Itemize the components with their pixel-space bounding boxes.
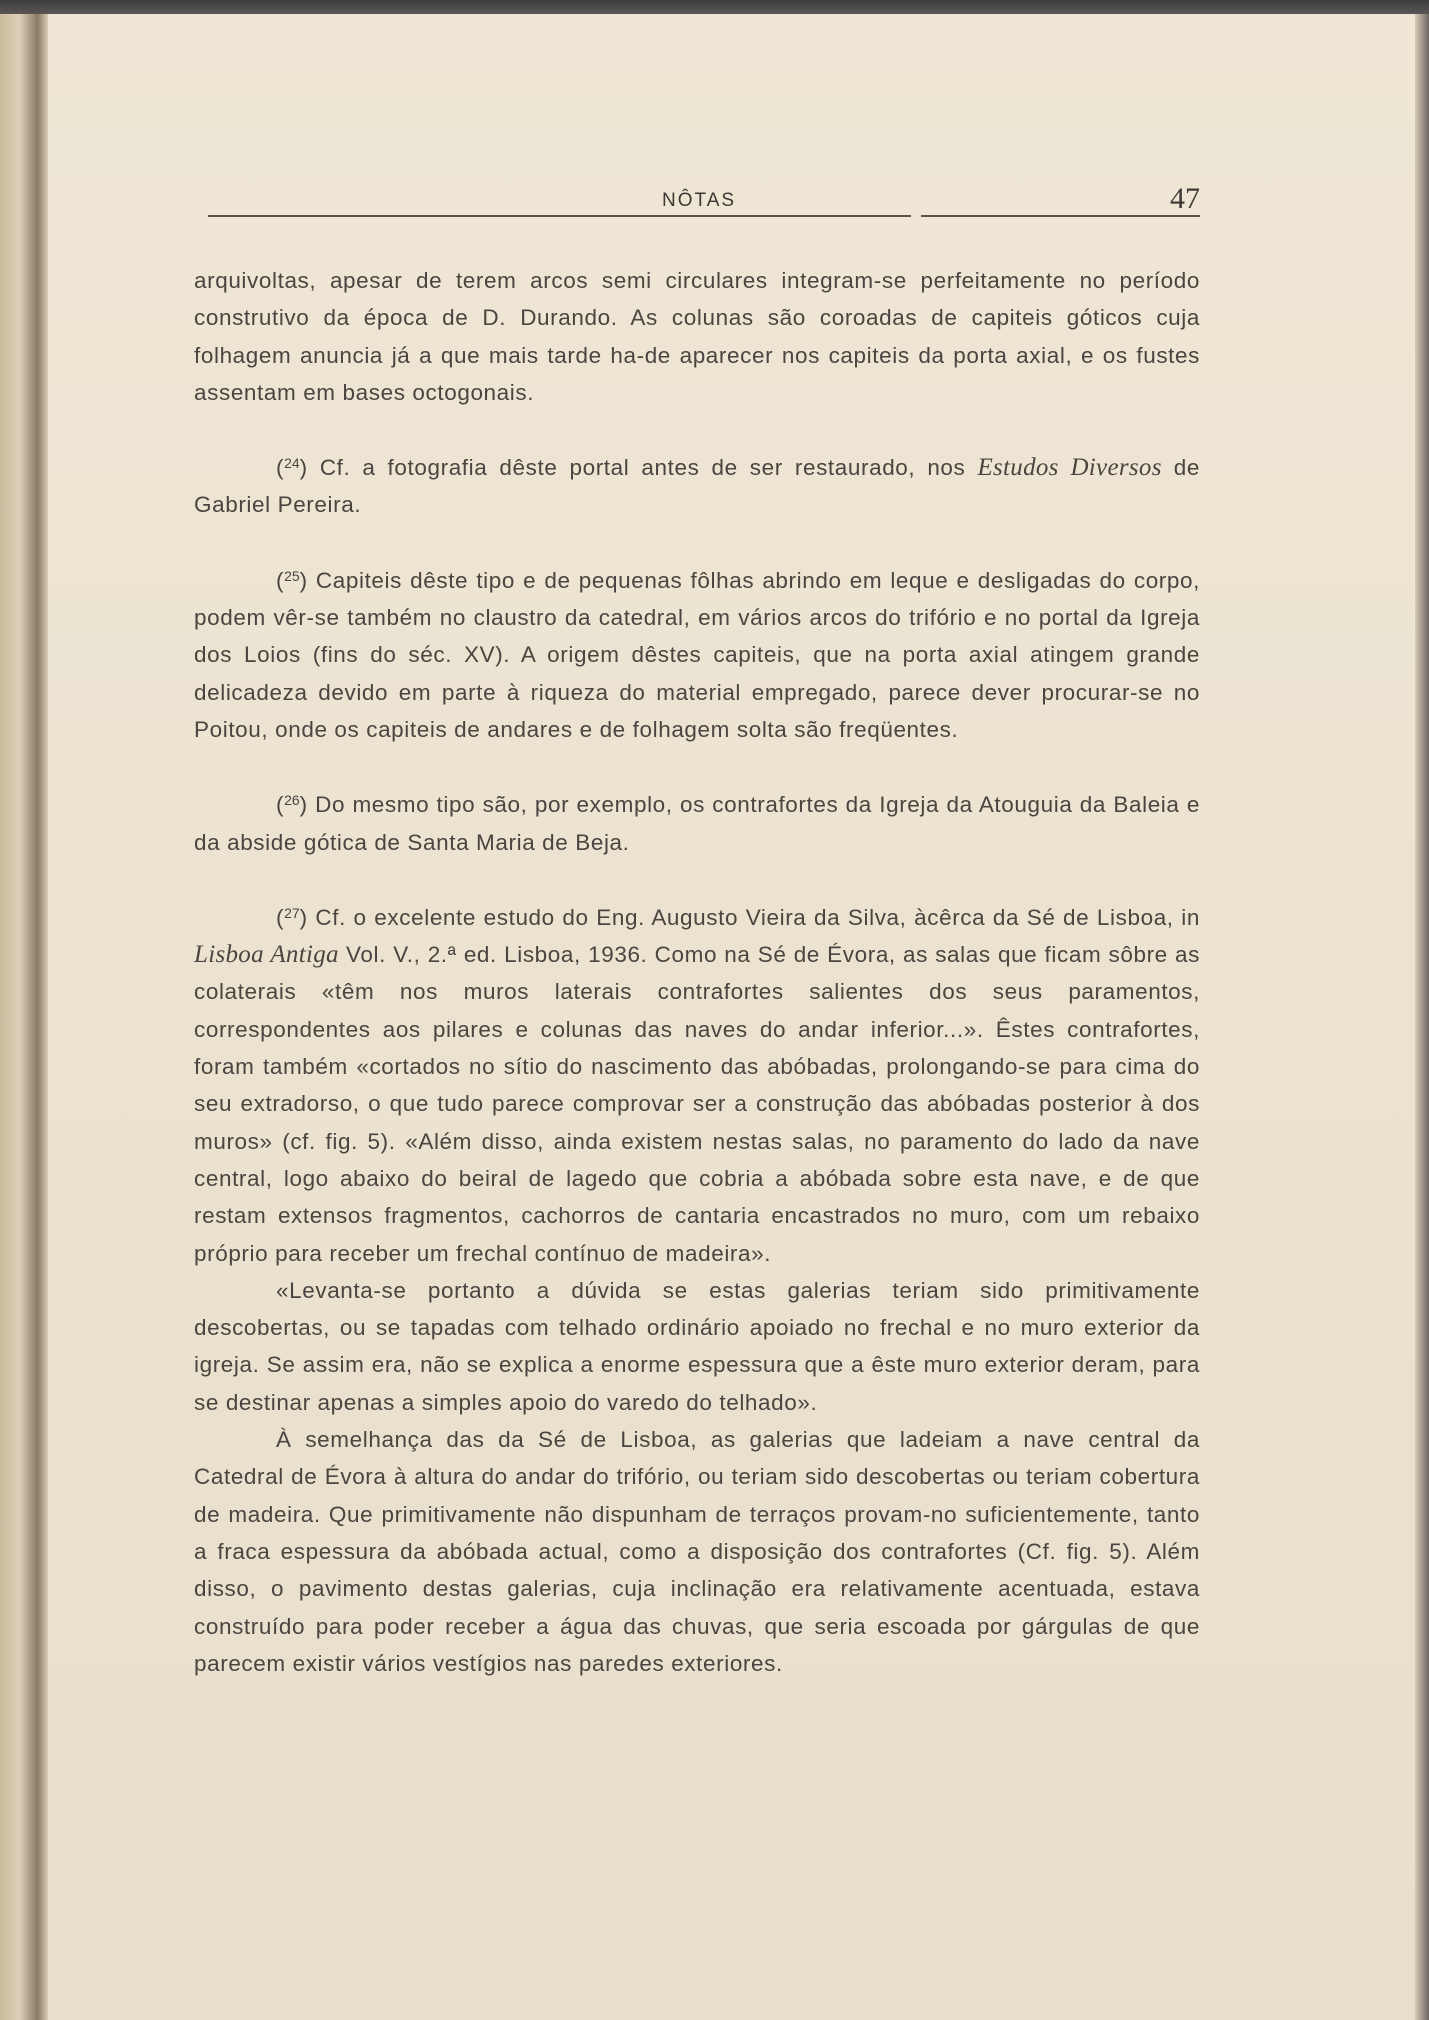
footnote-27-number: 27	[284, 904, 300, 921]
footnote-25-text: Capiteis dêste tipo e de pequenas fôlhas abrindo em leque e desligadas do corpo, podem vêr-se também no claustro da catedral, em vários arcos do trifório e no portal da Igreja dos Loios (fins do séc. XV). A origem dêstes capiteis, que na porta axial atingem grande delicadeza devido em parte à riqueza do material empregado, parece dever procurar-se no Poitou, onde os capiteis de andares e de folhagem solta são freqüentes.	[194, 567, 1200, 742]
footnote-26-number: 26	[284, 792, 300, 809]
running-header	[208, 182, 1200, 220]
footnote-27-text-after: Vol. V., 2.ª ed. Lisboa, 1936. Como na Sé de Évora, as salas que ficam sôbre as colaterais «têm nos muros laterais contrafortes salientes dos seus paramentos, correspondentes aos pilares e colunas das naves do andar inferior...». Êstes contrafortes, foram também «cortados no sítio do nascimento das abóbadas, prolongando-se para cima do seu extradorso, o que tudo parece comprovar ser a construção das abóbadas posterior à dos muros» (cf. fig. 5). «Além disso, ainda existem nestas salas, no paramento do lado da nave central, logo abaixo do beiral de lagedo que cobria a abóbada sobre esta nave, e de que restam extensos fragmentos, cachorros de cantaria encastrados no muro, com um rebaixo próprio para receber um frechal contínuo de madeira».	[194, 942, 1200, 1266]
footnote-24-text-before: Cf. a fotografia dêste portal antes de ser restaurado, nos	[319, 455, 978, 481]
book-spine-edge	[0, 14, 48, 2020]
footnote-27-text-before: Cf. o excelente estudo do Eng. Augusto Vieira da Silva, àcêrca da Sé de Lisboa, in	[315, 904, 1200, 930]
footnote-24: ($^{24}$) Cf. a fotografia dêste portal antes de ser restaurado, nos Estudos Diversos de Gabriel Pereira.	[194, 454, 1201, 518]
footnote-24-text-after: de Gabriel Pereira.	[194, 455, 1201, 518]
running-title: NÔTAS	[662, 190, 737, 211]
paragraph-quote: «Levanta-se portanto a dúvida se estas galerias teriam sido primitivamente descobertas, ou se tapadas com telhado ordinário apoiado no frechal e no muro exterior da igreja. Se assim era, não se explica a enorme espessura que a êste muro exterior deram, para se destinar apenas a simples apoio do varedo do telhado».	[194, 1277, 1200, 1415]
page-body	[194, 262, 1200, 1682]
footnote-26: ($^{26}$) Do mesmo tipo são, por exemplo, os contrafortes da Igreja da Atouguia da Baleia e da abside gótica de Santa Maria de Beja.	[194, 792, 1200, 855]
book-top-edge	[0, 0, 1429, 14]
footnote-27-italic-title: Lisboa Antiga	[194, 941, 339, 969]
footnote-24-italic-title: Estudos Diversos	[977, 454, 1162, 482]
header-rule-left	[208, 215, 911, 217]
footnote-27: ($^{27}$) Cf. o excelente estudo do Eng. Augusto Vieira da Silva, àcêrca da Sé de Lisboa, in Lisboa Antiga Vol. V., 2.ª ed. Lisboa, 1936. Como na Sé de Évora, as salas que ficam sôbre as colaterais «têm nos muros laterais contrafortes salientes dos seus paramentos, correspondentes aos pilares e colunas das naves do andar inferior...». Êstes contrafortes, foram também «cortados no sítio do nascimento das abóbadas, prolongando-se para cima do seu extradorso, o que tudo parece comprovar ser a construção das abóbadas posterior à dos muros» (cf. fig. 5). «Além disso, ainda existem nestas salas, no paramento do lado da nave central, logo abaixo do beiral de lagedo que cobria a abóbada sobre esta nave, e de que restam extensos fragmentos, cachorros de cantaria encastrados no muro, com um rebaixo próprio para receber um frechal contínuo de madeira».	[194, 904, 1200, 1266]
book-right-edge	[1415, 14, 1429, 2020]
paragraph-final: À semelhança das da Sé de Lisboa, as galerias que ladeiam a nave central da Catedral de Évora à altura do andar do trifório, ou teriam sido descobertas ou teriam cobertura de madeira. Que primitivamente não dispunham de terraços provam-no suficientemente, tanto a fraca espessura da abóbada actual, como a disposição dos contrafortes (Cf. fig. 5). Além disso, o pavimento destas galerias, cuja inclinação era relativamente acentuada, estava construído para poder receber a água das chuvas, que seria escoada por gárgulas de que parecem existir vários vestígios nas paredes exteriores.	[194, 1427, 1200, 1676]
footnote-24-number: 24	[284, 455, 300, 472]
paragraph-continuation: arquivoltas, apesar de terem arcos semi circulares integram-se perfeitamente no período construtivo da época de D. Durando. As colunas são coroadas de capiteis góticos cuja folhagem anuncia já a que mais tarde ha-de aparecer nos capiteis da porta axial, e os fustes assentam em bases octogonais.	[194, 268, 1200, 405]
footnote-26-text: Do mesmo tipo são, por exemplo, os contrafortes da Igreja da Atouguia da Baleia e da abside gótica de Santa Maria de Beja.	[194, 792, 1200, 855]
footnote-25: ($^{25}$) Capiteis dêste tipo e de pequenas fôlhas abrindo em leque e desligadas do corpo, podem vêr-se também no claustro da catedral, em vários arcos do trifório e no portal da Igreja dos Loios (fins do séc. XV). A origem dêstes capiteis, que na porta axial atingem grande delicadeza devido em parte à riqueza do material empregado, parece dever procurar-se no Poitou, onde os capiteis de andares e de folhagem solta são freqüentes.	[194, 567, 1200, 742]
page-number: 47	[1170, 182, 1200, 215]
footnote-25-number: 25	[284, 567, 300, 584]
header-rule-right	[921, 215, 1200, 217]
